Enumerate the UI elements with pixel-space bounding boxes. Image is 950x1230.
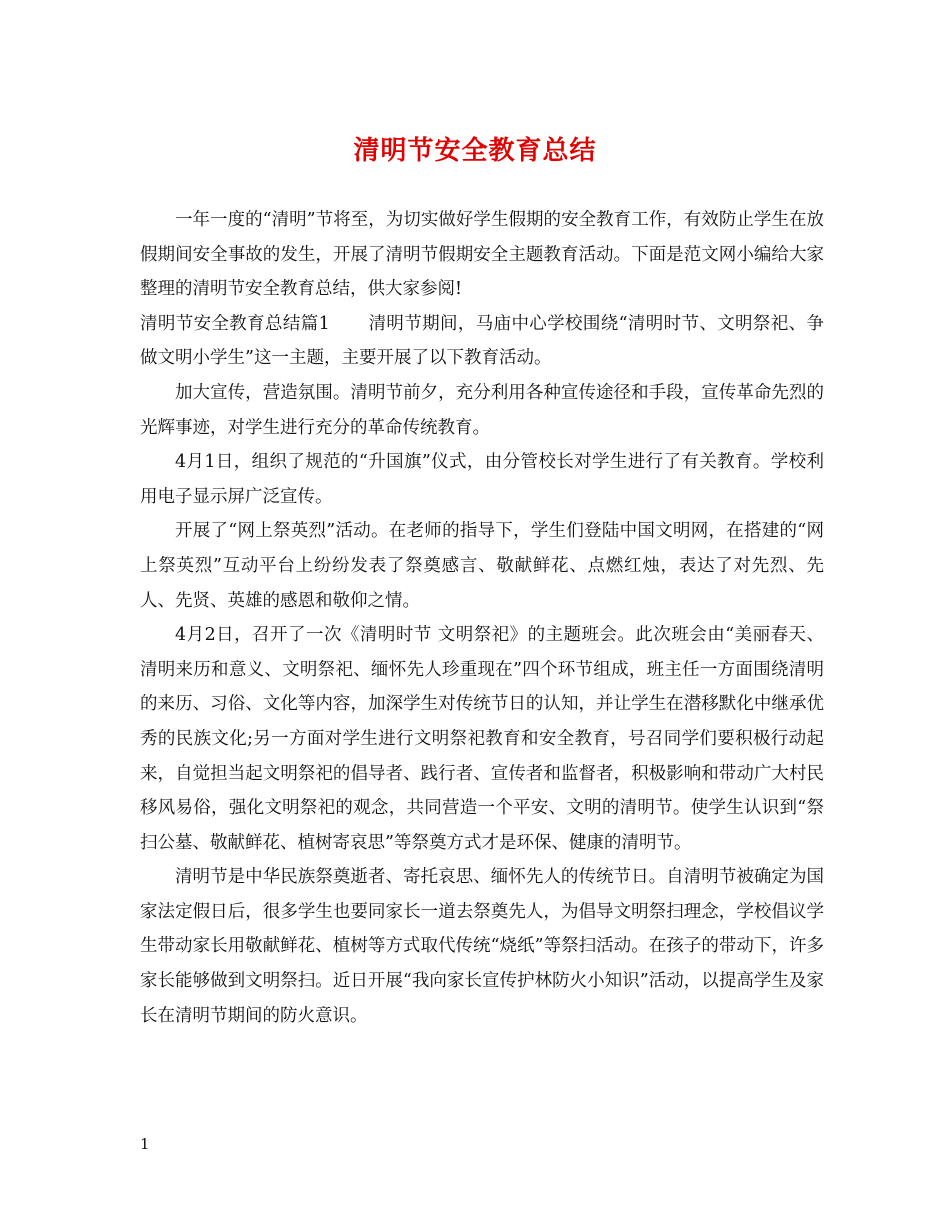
- paragraph-flag-ceremony: 4月1日，组织了规范的“升国旗”仪式，由分管校长对学生进行了有关教育。学校利用电子显示屏广泛宣传。: [140, 452, 824, 507]
- section-heading: 清明节安全教育总结篇1: [140, 313, 330, 334]
- document-body: [140, 203, 824, 1033]
- paragraph-intro: 一年一度的“清明”节将至，为切实做好学生假期的安全教育工作，有效防止学生在放假期间安全事故的发生，开展了清明节假期安全主题教育活动。下面是范文网小编给大家整理的清明节安全教育总结，供大家参阅!: [140, 210, 824, 300]
- paragraph-class-meeting: 4月2日，召开了一次《清明时节 文明祭祀》的主题班会。此次班会由“美丽春天、清明来历和意义、文明祭祀、缅怀先人珍重现在”四个环节组成，班主任一方面围绕清明的来历、习俗、文化等内容，加深学生对传统节日的认知，并让学生在潜移默化中继承优秀的民族文化;另一方面对学生进行文明祭祀教育和安全教育，号召同学们要积极行动起来，自觉担当起文明祭祀的倡导者、践行者、宣传者和监督者，积极影响和带动广大村民移风易俗，强化文明祭祀的观念，共同营造一个平安、文明的清明节。使学生认识到“祭扫公墓、敬献鲜花、植树寄哀思”等祭奠方式才是环保、健康的清明节。: [140, 625, 824, 853]
- document-title: 清明节安全教育总结: [353, 136, 597, 166]
- section-lead-text: 清明节期间，马庙中心学校围绕“清明时节、文明祭祀、争做文明小学生”这一主题，主要开展了以下教育活动。: [140, 313, 824, 369]
- paragraph-festival: 清明节是中华民族祭奠逝者、寄托哀思、缅怀先人的传统节日。自清明节被确定为国家法定假日后，很多学生也要同家长一道去祭奠先人，为倡导文明祭扫理念，学校倡议学生带动家长用敬献鲜花、植树等方式取代传统“烧纸”等祭扫活动。在孩子的带动下，许多家长能够做到文明祭扫。近日开展“我向家长宣传护林防火小知识”活动，以提高学生及家长在清明节期间的防火意识。: [140, 867, 824, 1026]
- page-number: 1: [140, 1135, 150, 1153]
- paragraph-online-memorial: 开展了“网上祭英烈”活动。在老师的指导下，学生们登陆中国文明网，在搭建的“网上祭英烈”互动平台上纷纷发表了祭奠感言、敬献鲜花、点燃红烛，表达了对先烈、先人、先贤、英雄的感恩和敬仰之情。: [140, 521, 824, 611]
- paragraph-publicity: 加大宣传，营造氛围。清明节前夕，充分利用各种宣传途径和手段，宣传革命先烈的光辉事迹，对学生进行充分的革命传统教育。: [140, 382, 824, 438]
- paragraph-section-1: [140, 307, 824, 376]
